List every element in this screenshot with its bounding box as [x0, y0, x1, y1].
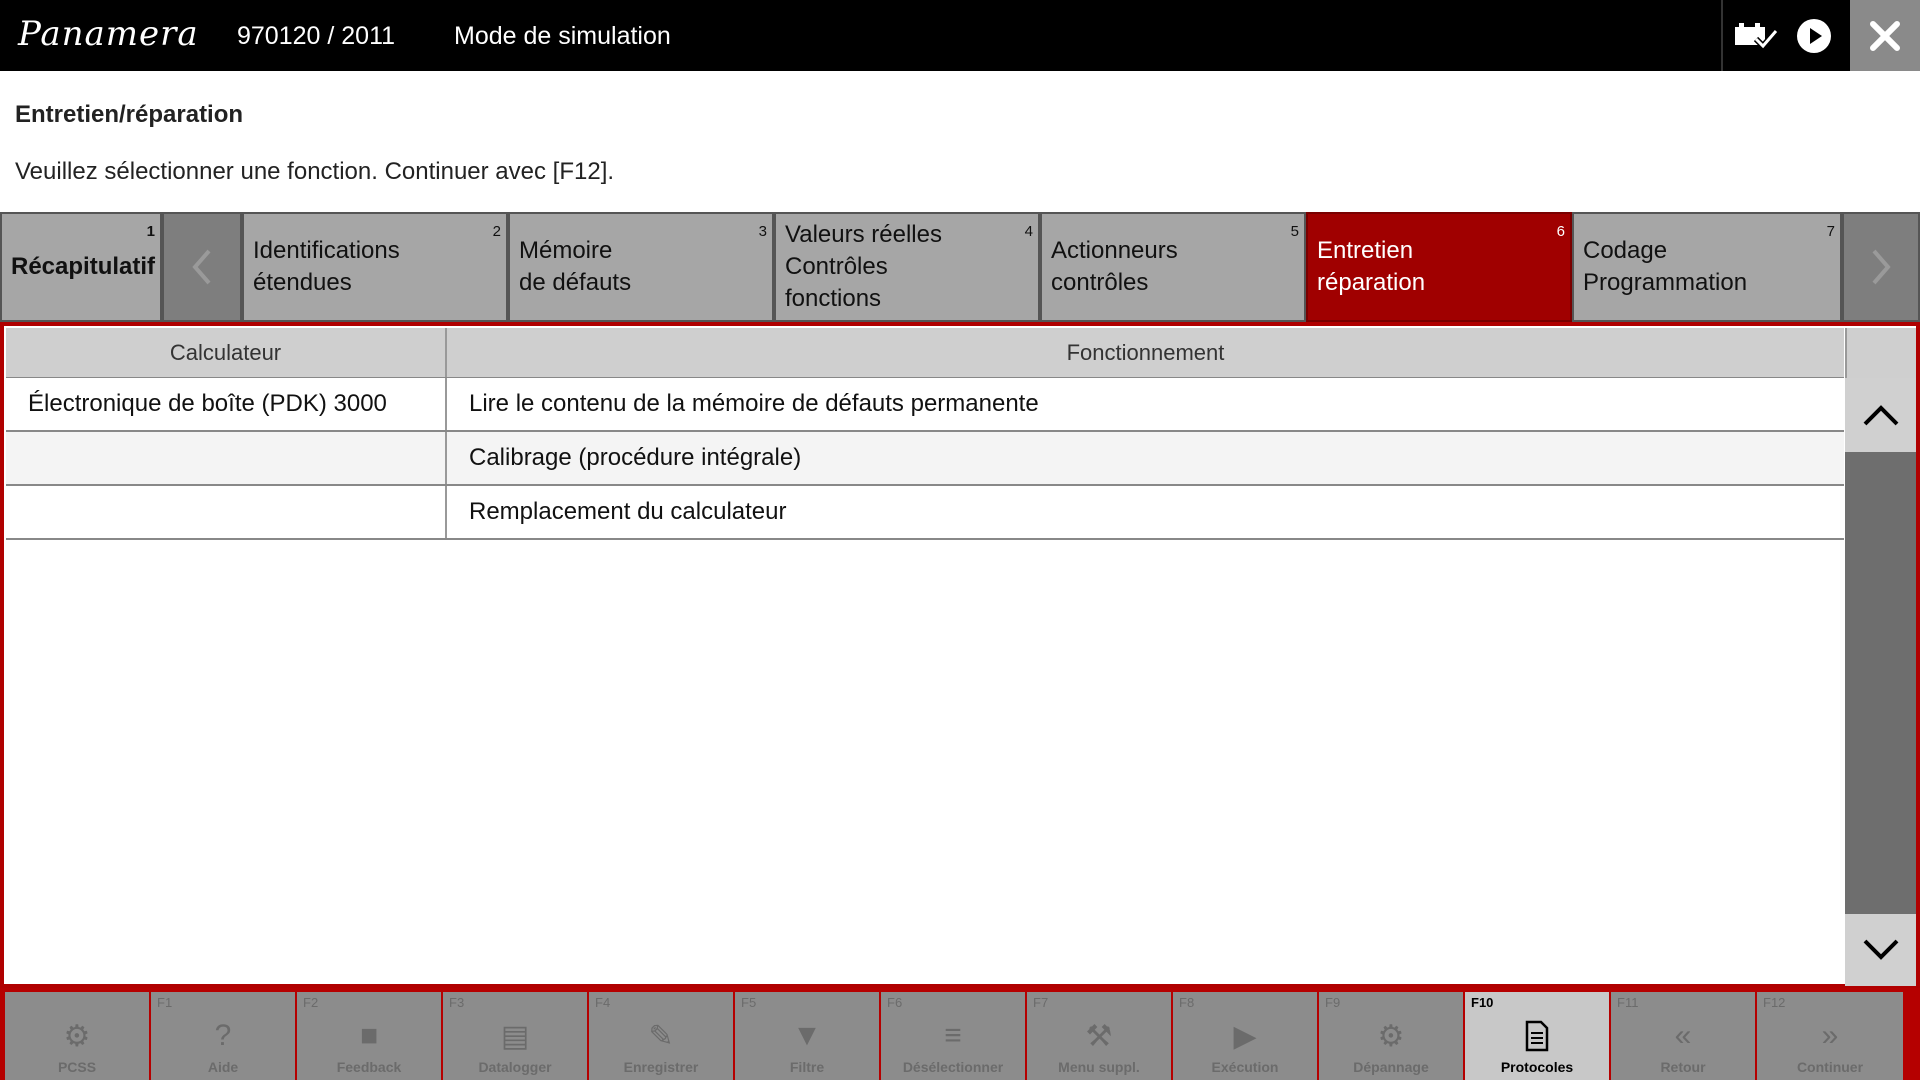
table-row[interactable] [6, 378, 1844, 432]
table-cell: Remplacement du calculateur [469, 498, 787, 525]
close-button[interactable] [1850, 0, 1920, 71]
chevron-right-icon [1866, 247, 1896, 287]
fkey-enregistrer[interactable] [589, 992, 735, 1080]
fkey-label: Menu suppl. [1058, 1059, 1140, 1075]
fkey-retour[interactable] [1611, 992, 1757, 1080]
tab-number: 3 [758, 223, 767, 240]
chevron-up-icon [1861, 402, 1901, 428]
fkey-number: F9 [1325, 995, 1341, 1010]
datalogger-icon: ▤ [500, 1019, 530, 1053]
tab-label-line1: Valeurs réelles [785, 221, 942, 248]
table-cell: Électronique de boîte (PDK) 3000 [6, 378, 447, 430]
scroll-header [1845, 328, 1916, 378]
tab-prev-button[interactable] [162, 212, 242, 322]
document-icon [1524, 1020, 1550, 1052]
fkey-label: Enregistrer [623, 1059, 699, 1075]
fkey-number: F12 [1763, 995, 1786, 1010]
function-key-bar [0, 988, 1920, 1080]
panamera-logo: Panamera [18, 14, 199, 54]
tab-number: 6 [1556, 223, 1565, 240]
tab-codage[interactable] [1572, 212, 1842, 322]
tab-recapitulatif[interactable] [0, 212, 162, 322]
fkey-datalogger[interactable] [443, 992, 589, 1080]
tab-label-line2: Contrôles [785, 253, 888, 280]
fkey-number: F1 [157, 995, 173, 1010]
tab-number: 2 [492, 223, 501, 240]
fkey-number: F10 [1471, 995, 1494, 1010]
tab-label-line2: Programmation [1583, 269, 1748, 296]
tab-identifications[interactable] [242, 212, 508, 322]
tab-label: Récapitulatif [11, 253, 156, 280]
fkey-aide[interactable] [151, 992, 297, 1080]
fkey-continuer[interactable] [1757, 992, 1903, 1080]
help-icon: ? [214, 1019, 232, 1052]
battery-check-button[interactable] [1723, 0, 1789, 71]
filter-icon: ▼ [792, 1019, 822, 1052]
simulation-mode-label: Mode de simulation [454, 22, 671, 50]
table-row[interactable] [6, 432, 1844, 486]
tab-label-line1: Entretien [1317, 237, 1414, 264]
execute-icon: ▶ [1233, 1019, 1257, 1053]
fkey-number: F6 [887, 995, 903, 1010]
protocols-icon [1524, 1013, 1550, 1059]
table-cell: Lire le contenu de la mémoire de défauts permanente [469, 390, 1039, 417]
fkey-label: Dépannage [1353, 1059, 1429, 1075]
top-bar [0, 0, 1920, 71]
vehicle-info: 970120 / 2011 [237, 22, 396, 50]
close-icon [1868, 19, 1902, 53]
tab-label-line1: Codage [1583, 237, 1668, 264]
column-header-fonctionnement: Fonctionnement [1066, 339, 1225, 365]
fkey-filtre[interactable] [735, 992, 881, 1080]
fkey-number: F2 [303, 995, 319, 1010]
fkey-label: PCSS [57, 1059, 97, 1075]
fkey-label: Exécution [1211, 1059, 1279, 1075]
fkey-label: Continuer [1796, 1059, 1864, 1075]
scroll-up-button[interactable] [1845, 378, 1916, 452]
fkey-menu-suppl[interactable] [1027, 992, 1173, 1080]
table-row[interactable] [6, 486, 1844, 540]
table-cell: Calibrage (procédure intégrale) [469, 444, 802, 471]
fkey-label: Retour [1660, 1059, 1706, 1075]
continue-icon: » [1821, 1019, 1839, 1052]
tab-entretien-reparation[interactable] [1306, 212, 1572, 322]
fkey-protocoles[interactable] [1465, 992, 1611, 1080]
fkey-label: Désélectionner [902, 1059, 1004, 1075]
tab-valeurs-reelles[interactable] [774, 212, 1040, 322]
fkey-number: F3 [449, 995, 465, 1010]
tab-next-button[interactable] [1842, 212, 1920, 322]
function-table [6, 328, 1844, 540]
fkey-number: F11 [1617, 995, 1639, 1010]
fkey-pcss[interactable] [5, 992, 151, 1080]
tab-label-line3: fonctions [785, 285, 882, 312]
tab-label-line2: contrôles [1051, 269, 1149, 296]
fkey-number: F7 [1033, 995, 1049, 1010]
tab-label-line1: Mémoire [519, 237, 613, 264]
table-cell [6, 486, 447, 538]
scroll-down-button[interactable] [1845, 914, 1916, 986]
tab-bar [0, 212, 1920, 322]
chevron-left-icon [187, 247, 217, 287]
tab-number: 7 [1826, 223, 1835, 240]
table-header [6, 328, 1844, 378]
fkey-number: F4 [595, 995, 611, 1010]
scrollbar-track[interactable] [1845, 378, 1916, 986]
instruction-text: Veuillez sélectionner une fonction. Continuer avec [F12]. [15, 158, 615, 185]
pcss-icon: ⚙ [63, 1019, 91, 1053]
battery-check-icon [1734, 21, 1778, 51]
tab-actionneurs[interactable] [1040, 212, 1306, 322]
column-header-calculateur: Calculateur [6, 328, 447, 377]
save-icon: ✎ [648, 1019, 674, 1053]
fkey-number: F5 [741, 995, 757, 1010]
tab-number: 4 [1024, 223, 1033, 240]
fkey-feedback[interactable] [297, 992, 443, 1080]
play-button[interactable] [1781, 0, 1847, 71]
fkey-label: Datalogger [478, 1059, 552, 1075]
chevron-down-icon [1861, 937, 1901, 963]
feedback-icon: ■ [359, 1019, 379, 1052]
tab-label-line1: Identifications [253, 237, 400, 264]
fkey-label: Feedback [336, 1059, 402, 1075]
tab-number: 1 [146, 223, 155, 240]
fkey-label: Filtre [789, 1059, 825, 1075]
fkey-execution[interactable] [1173, 992, 1319, 1080]
play-icon [1795, 17, 1833, 55]
menu-icon: ⚒ [1085, 1019, 1113, 1053]
table-cell [6, 432, 447, 484]
tab-label-line2: réparation [1317, 269, 1426, 296]
fkey-label: Protocoles [1500, 1059, 1574, 1075]
troubleshoot-icon: ⚙ [1377, 1019, 1405, 1053]
page-title: Entretien/réparation [15, 101, 244, 128]
tab-memoire-defauts[interactable] [508, 212, 774, 322]
tab-label-line2: étendues [253, 269, 352, 296]
deselect-icon: ≡ [944, 1019, 962, 1052]
fkey-label: Aide [207, 1059, 239, 1075]
content-panel [0, 322, 1920, 988]
fkey-number: F8 [1179, 995, 1195, 1010]
fkey-depannage[interactable] [1319, 992, 1465, 1080]
tab-number: 5 [1290, 223, 1299, 240]
tab-label-line1: Actionneurs [1051, 237, 1178, 264]
tab-label-line2: de défauts [519, 269, 632, 296]
fkey-deselectionner[interactable] [881, 992, 1027, 1080]
back-icon: « [1674, 1019, 1692, 1052]
